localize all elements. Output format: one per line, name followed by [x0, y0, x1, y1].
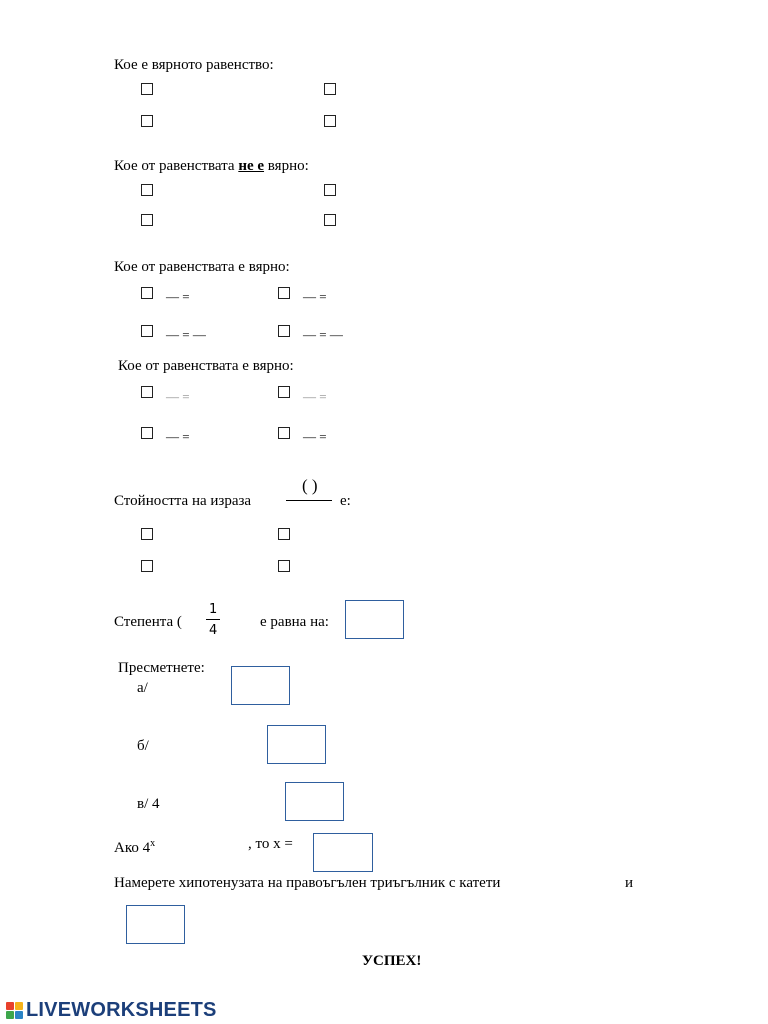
- q6-suffix: е равна на:: [260, 614, 329, 630]
- q4-option-a-checkbox[interactable]: [141, 386, 153, 398]
- q4-prompt: Кое от равенствата е вярно:: [118, 358, 294, 374]
- q6-fraction-numerator: 1: [209, 602, 218, 617]
- q3-option-d-checkbox[interactable]: [278, 325, 290, 337]
- q4-option-c-checkbox[interactable]: [141, 427, 153, 439]
- q5-option-a-checkbox[interactable]: [141, 528, 153, 540]
- q7-prompt: Пресметнете:: [118, 660, 205, 676]
- q4-option-a-expression: — =: [166, 389, 190, 404]
- q6-fraction-line: [206, 619, 220, 620]
- q6-fraction-denominator: 4: [209, 623, 218, 638]
- q3-option-c-checkbox[interactable]: [141, 325, 153, 337]
- q2-prompt: Кое от равенствата не е вярно:: [114, 158, 309, 174]
- q2-option-c-checkbox[interactable]: [141, 214, 153, 226]
- q5-parentheses: ( ): [302, 476, 318, 495]
- q7-item-c-answer-box[interactable]: [285, 782, 344, 821]
- q6-answer-box[interactable]: [345, 600, 404, 639]
- q4-option-b-checkbox[interactable]: [278, 386, 290, 398]
- q9-answer-box[interactable]: [126, 905, 185, 944]
- q9-conjunction: и: [625, 875, 634, 891]
- q2-option-a-checkbox[interactable]: [141, 184, 153, 196]
- q1-option-a-checkbox[interactable]: [141, 83, 153, 95]
- q5-option-c-checkbox[interactable]: [141, 560, 153, 572]
- q7-item-a-label: а/: [137, 680, 148, 696]
- q7-item-a-answer-box[interactable]: [231, 666, 290, 705]
- q2-option-b-checkbox[interactable]: [324, 184, 336, 196]
- q7-item-c-label: в/ 4: [137, 796, 160, 812]
- liveworksheets-brand-text: LIVEWORKSHEETS: [26, 998, 217, 1021]
- liveworksheets-logo: [6, 998, 217, 1022]
- q5-option-d-checkbox[interactable]: [278, 560, 290, 572]
- q1-option-b-checkbox[interactable]: [324, 83, 336, 95]
- q4-option-b-expression: — =: [303, 389, 327, 404]
- q7-item-b-answer-box[interactable]: [267, 725, 326, 764]
- q5-suffix: е:: [340, 493, 351, 509]
- q4-option-d-expression: — =: [303, 429, 327, 444]
- q1-prompt: Кое е вярното равенство:: [114, 57, 274, 73]
- q1-option-c-checkbox[interactable]: [141, 115, 153, 127]
- q8-answer-box[interactable]: [313, 833, 373, 872]
- q8-middle: , то x =: [248, 836, 293, 852]
- q1-option-d-checkbox[interactable]: [324, 115, 336, 127]
- q6-prompt: Степента (: [114, 614, 182, 630]
- q2-option-d-checkbox[interactable]: [324, 214, 336, 226]
- liveworksheets-logo-icon: [6, 1002, 23, 1019]
- q5-prompt: Стойността на израза: [114, 493, 252, 509]
- q4-option-d-checkbox[interactable]: [278, 427, 290, 439]
- closing-text: УСПЕХ!: [362, 953, 422, 969]
- q3-option-d-expression: — = —: [303, 327, 343, 342]
- q3-option-b-expression: — =: [303, 289, 327, 304]
- q4-option-c-expression: — =: [166, 429, 190, 444]
- q3-option-a-checkbox[interactable]: [141, 287, 153, 299]
- q3-prompt: Кое от равенствата е вярно:: [114, 259, 290, 275]
- q7-item-b-label: б/: [137, 738, 149, 754]
- q5-fraction-line: [286, 500, 332, 501]
- q3-option-a-expression: — =: [166, 289, 190, 304]
- q3-option-c-expression: — = —: [166, 327, 206, 342]
- q3-option-b-checkbox[interactable]: [278, 287, 290, 299]
- q9-prompt: Намерете хипотенузата на правоъгълен триъгълник с катети: [114, 875, 501, 891]
- q5-option-b-checkbox[interactable]: [278, 528, 290, 540]
- q8-prompt: Ако 4$^x$: [114, 838, 156, 856]
